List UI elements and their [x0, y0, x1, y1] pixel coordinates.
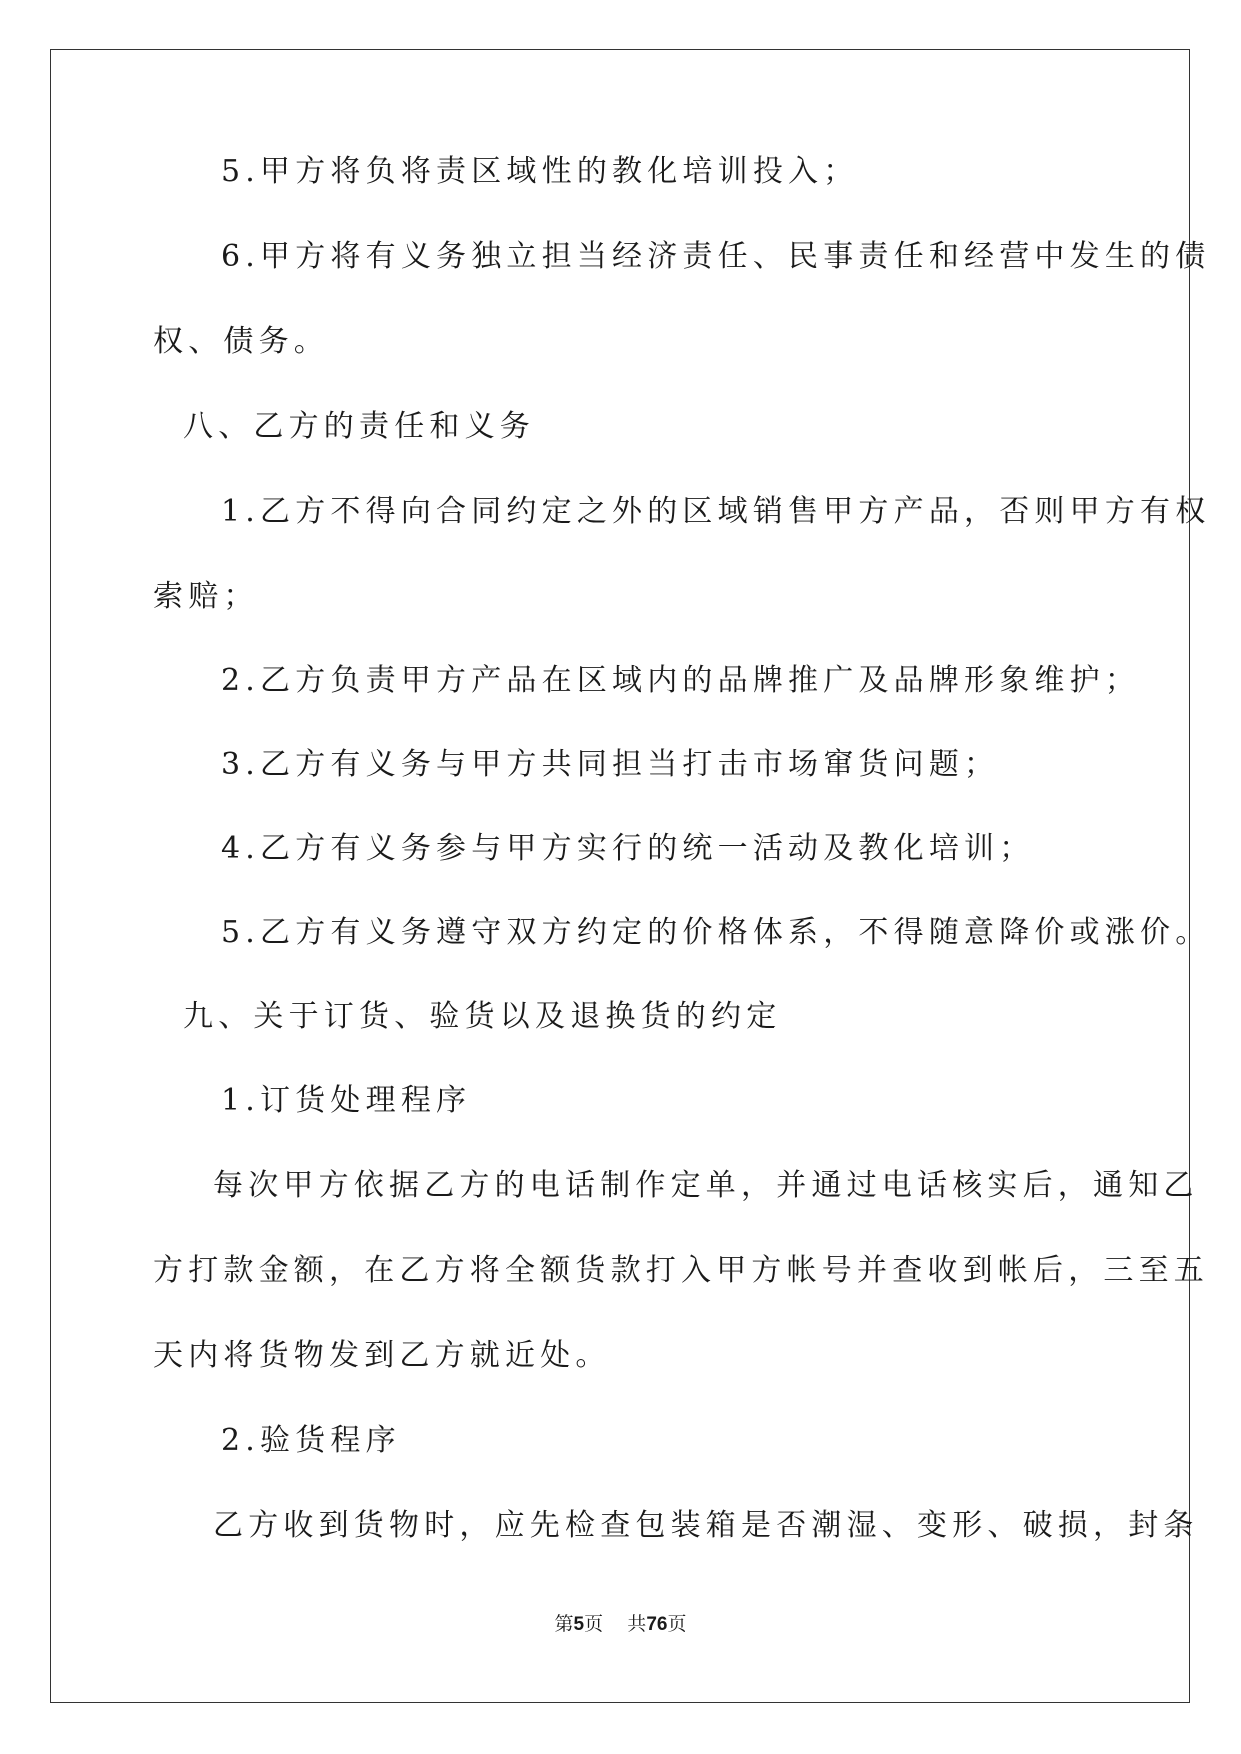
footer-page-suffix: 页 — [584, 1613, 604, 1635]
text-line: 方打款金额，在乙方将全额货款打入甲方帐号并查收到帐后，三至五 — [153, 1253, 1209, 1288]
text-line: 乙方收到货物时，应先检查包装箱是否潮湿、变形、破损，封条 — [213, 1508, 1199, 1543]
text-line: 6.甲方将有义务独立担当经济责任、民事责任和经营中发生的债 — [221, 239, 1211, 274]
footer-total-pages: 76 — [646, 1614, 668, 1635]
footer-total-prefix: 共 — [627, 1613, 647, 1635]
text-line: 3.乙方有义务与甲方共同担当打击市场窜货问题； — [221, 747, 1000, 782]
text-line: 天内将货物发到乙方就近处。 — [153, 1338, 611, 1373]
text-line: 1.乙方不得向合同约定之外的区域销售甲方产品，否则甲方有权 — [221, 494, 1211, 529]
text-line: 每次甲方依据乙方的电话制作定单，并通过电话核实后，通知乙 — [213, 1168, 1199, 1203]
text-line: 索赔； — [153, 579, 259, 614]
section-heading: 九、关于订货、验货以及退换货的约定 — [183, 999, 782, 1034]
text-line: 4.乙方有义务参与甲方实行的统一活动及教化培训； — [221, 831, 1035, 866]
subsection-heading: 2.验货程序 — [221, 1423, 401, 1458]
footer-total-suffix: 页 — [667, 1613, 687, 1635]
footer-page-prefix: 第 — [554, 1613, 574, 1635]
text-line: 5.甲方将负将责区域性的教化培训投入； — [221, 154, 859, 189]
text-line: 2.乙方负责甲方产品在区域内的品牌推广及品牌形象维护； — [221, 663, 1141, 698]
page-footer — [0, 1612, 1241, 1637]
section-heading: 八、乙方的责任和义务 — [183, 409, 535, 444]
text-line: 权、债务。 — [153, 324, 329, 359]
text-line: 5.乙方有义务遵守双方约定的价格体系，不得随意降价或涨价。 — [221, 915, 1211, 950]
subsection-heading: 1.订货处理程序 — [221, 1083, 472, 1118]
footer-page-number: 5 — [573, 1614, 585, 1635]
